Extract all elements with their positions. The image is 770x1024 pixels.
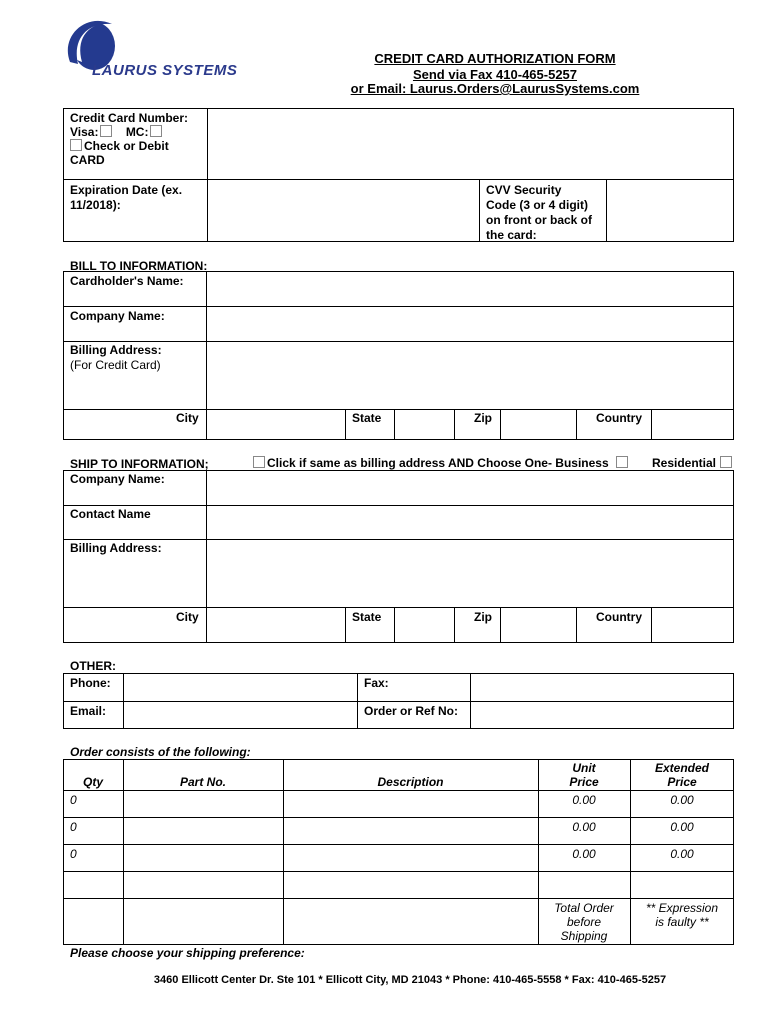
business-checkbox[interactable] <box>616 456 628 468</box>
row-1-ext: 0.00 <box>670 793 694 807</box>
total-line-1: Total Order <box>554 901 614 915</box>
ship-country-field[interactable] <box>652 608 733 642</box>
same-as-billing-row <box>251 456 630 470</box>
order-ref-label: Order or Ref No: <box>364 704 459 718</box>
row-1-qty[interactable]: 0 <box>70 793 77 807</box>
row-2-unit: 0.00 <box>572 820 596 834</box>
col-ext-header-2: Price <box>667 775 697 789</box>
card-number-label: Credit Card Number: <box>70 111 189 125</box>
contact-name-field[interactable] <box>207 506 733 538</box>
row-3-qty[interactable]: 0 <box>70 847 77 861</box>
cvv-label-1: CVV Security <box>486 183 562 197</box>
expression-line-2: is faulty ** <box>655 915 709 929</box>
ship-city-label: City <box>176 610 199 624</box>
row-3-desc-field[interactable] <box>284 845 537 870</box>
ship-address-field[interactable] <box>207 540 733 606</box>
ship-company-label: Company Name: <box>70 472 165 486</box>
row-2-ext: 0.00 <box>670 820 694 834</box>
ship-country-label: Country <box>596 610 642 624</box>
row-4-blank[interactable] <box>64 872 733 897</box>
bill-country-field[interactable] <box>652 410 733 439</box>
row-1-unit: 0.00 <box>572 793 596 807</box>
row-1-part-field[interactable] <box>124 791 282 816</box>
check-debit-checkbox[interactable] <box>70 139 82 151</box>
row-2-qty[interactable]: 0 <box>70 820 77 834</box>
bill-company-field[interactable] <box>207 307 733 340</box>
col-unit-header-1: Unit <box>572 761 596 775</box>
bill-address-field[interactable] <box>207 342 733 408</box>
same-as-billing-label: Click if same as billing address AND Choose One- Business <box>267 456 609 470</box>
col-desc-header: Description <box>377 775 444 789</box>
check-debit-row <box>70 139 169 153</box>
cvv-label-2: Code (3 or 4 digit) <box>486 198 588 212</box>
bill-company-label: Company Name: <box>70 309 165 323</box>
bill-to-heading: BILL TO INFORMATION: <box>70 259 208 273</box>
bill-zip-label: Zip <box>474 411 492 425</box>
total-order-label <box>538 901 630 943</box>
expiration-label-1: Expiration Date (ex. <box>70 183 183 197</box>
col-qty-header: Qty <box>82 775 103 789</box>
cvv-label-4: the card: <box>486 228 537 242</box>
visa-checkbox[interactable] <box>100 125 112 137</box>
phone-field[interactable] <box>124 674 356 700</box>
row-2-part-field[interactable] <box>124 818 282 843</box>
ship-zip-label: Zip <box>474 610 492 624</box>
residential-row <box>652 456 734 470</box>
mc-label: MC: <box>125 125 149 139</box>
fax-label: Fax: <box>364 676 389 690</box>
footer-address: 3460 Ellicott Center Dr. Ste 101 * Ellicott City, MD 21043 * Phone: 410-465-5558 * Fax: 410-465-5257 <box>153 974 667 986</box>
bill-city-label: City <box>176 411 199 425</box>
shipping-preference-label: Please choose your shipping preference: <box>70 946 305 960</box>
card-number-field[interactable] <box>208 109 733 178</box>
ship-state-field[interactable] <box>395 608 453 642</box>
order-ref-field[interactable] <box>471 702 733 728</box>
total-line-3: Shipping <box>560 929 608 943</box>
col-part-header: Part No. <box>179 775 226 789</box>
ship-state-label: State <box>352 610 382 624</box>
bill-address-sublabel: (For Credit Card) <box>70 358 161 372</box>
col-unit-header-2: Price <box>569 775 599 789</box>
bill-state-label: State <box>352 411 382 425</box>
expiration-date-field[interactable] <box>208 180 478 241</box>
email-line: or Email: Laurus.Orders@LaurusSystems.com <box>350 81 640 96</box>
ship-city-field[interactable] <box>207 608 344 642</box>
cardholder-name-field[interactable] <box>207 272 733 305</box>
col-ext-header-1: Extended <box>654 761 709 775</box>
order-caption: Order consists of the following: <box>70 745 251 759</box>
email-field[interactable] <box>124 702 356 728</box>
row-3-unit: 0.00 <box>572 847 596 861</box>
cvv-field[interactable] <box>607 180 733 241</box>
total-line-2: before <box>566 915 602 929</box>
email-label: Email: <box>70 704 107 718</box>
row-3-ext: 0.00 <box>670 847 694 861</box>
bill-address-label: Billing Address: <box>70 343 162 357</box>
residential-checkbox[interactable] <box>720 456 732 468</box>
mc-checkbox[interactable] <box>150 125 162 137</box>
bill-state-field[interactable] <box>395 410 453 439</box>
contact-name-label: Contact Name <box>70 507 151 521</box>
cardholder-name-label: Cardholder's Name: <box>70 274 184 288</box>
ship-to-heading: SHIP TO INFORMATION; <box>70 457 209 471</box>
expiration-label-2: 11/2018): <box>70 198 121 212</box>
phone-label: Phone: <box>70 676 111 690</box>
row-2-desc-field[interactable] <box>284 818 537 843</box>
fax-field[interactable] <box>471 674 733 700</box>
ship-zip-field[interactable] <box>501 608 575 642</box>
bill-country-label: Country <box>596 411 642 425</box>
visa-label: Visa: <box>70 125 99 139</box>
logo-text: LAURUS SYSTEMS <box>92 62 238 79</box>
expression-line-1: ** Expression <box>645 901 719 915</box>
company-logo <box>66 18 266 80</box>
row-3-part-field[interactable] <box>124 845 282 870</box>
cvv-label-3: on front or back of <box>486 213 592 227</box>
total-value <box>630 901 734 929</box>
ship-address-label: Billing Address: <box>70 541 162 555</box>
same-as-billing-checkbox[interactable] <box>253 456 265 468</box>
other-heading: OTHER: <box>70 659 116 673</box>
row-1-desc-field[interactable] <box>284 791 537 816</box>
fax-line: Send via Fax 410-465-5257 <box>412 67 578 82</box>
bill-city-field[interactable] <box>207 410 344 439</box>
bill-zip-field[interactable] <box>501 410 575 439</box>
form-title: CREDIT CARD AUTHORIZATION FORM <box>374 51 616 66</box>
residential-label: Residential <box>652 456 717 470</box>
card-label: CARD <box>70 153 105 167</box>
card-type-row <box>70 125 164 139</box>
ship-company-field[interactable] <box>207 471 733 504</box>
check-debit-label: Check or Debit <box>84 139 169 153</box>
